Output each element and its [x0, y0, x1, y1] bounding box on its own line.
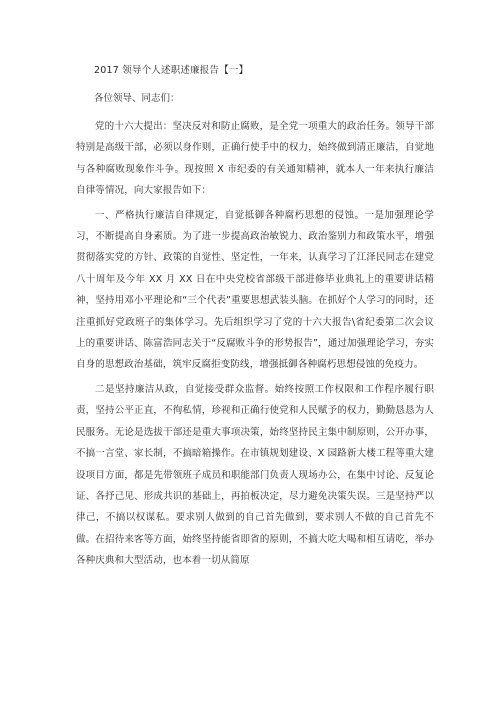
paragraph-section-two: 二是坚持廉洁从政，自觉接受群众监督。始终按照工作权限和工作程序履行职责，坚持公平正直，不徇私情，珍视和正确行使党和人民赋予的权力，勤勤恳恳为人民服务。无论是选拔干部还是重大事项决策，始终坚持民主集中制原则，公开办事，不搞一言堂、家长制，不搞暗箱操作。在市镇规划建设、X 园路新大楼工程等重大建设项目方面，都是先带领班子成员和职能部门负责人现场办公，在集中讨论、反复论证、各抒己见、形成共识的基础上，再拍板决定，尽力避免决策失误。三是坚持严以律己，不搞以权谋私。要求别人做到的自己首先做到，要求别人不做的自己首先不做。在招待来客等方面，始终坚持能省即省的原则，不搞大吃大喝和相互请吃，举办各种庆典和大型活动，也本着一切从简原	[76, 383, 434, 567]
paragraph-intro: 党的十六大提出：坚决反对和防止腐败，是全党一项重大的政治任务。领导干部特别是高级干部，必须以身作则，正确行使手中的权力，始终做到清正廉洁，自觉地与各种腐败现象作斗争。现按照 X 市纪委的有关通知精神，就本人一年来执行廉洁自律等情况，向大家报告如下：	[76, 121, 434, 197]
salutation: 各位领导、同志们：	[94, 93, 180, 104]
document-title: 2017 领导个人述职述廉报告【一】	[94, 65, 249, 76]
paragraph-section-one: 一、严格执行廉洁自律规定，自觉抵御各种腐朽思想的侵蚀。一是加强理论学习，不断提高自身素质。为了进一步提高政治敏锐力、政治鉴别力和政策水平，增强贯彻落实党的方针、政策的自觉性、坚定性，一年来，认真学习了江泽民同志在建党八十周年及今年 XX 月 XX 日在中央党校省部级干部进修毕业典礼上的重要讲话精神，坚持用邓小平理论和“三个代表”重要思想武装头脑。在抓好个人学习的同时，还注重抓好党政班子的集体学习。先后组织学习了党的十六大报告\省纪委第二次会议上的重要讲话、陈富浩同志关于“反腐败斗争的形势报告”，通过加强理论学习，夯实自身的思想政治基础，筑牢反腐拒变防线，增强抵御各种腐朽思想侵蚀的免疫力。	[76, 209, 434, 371]
